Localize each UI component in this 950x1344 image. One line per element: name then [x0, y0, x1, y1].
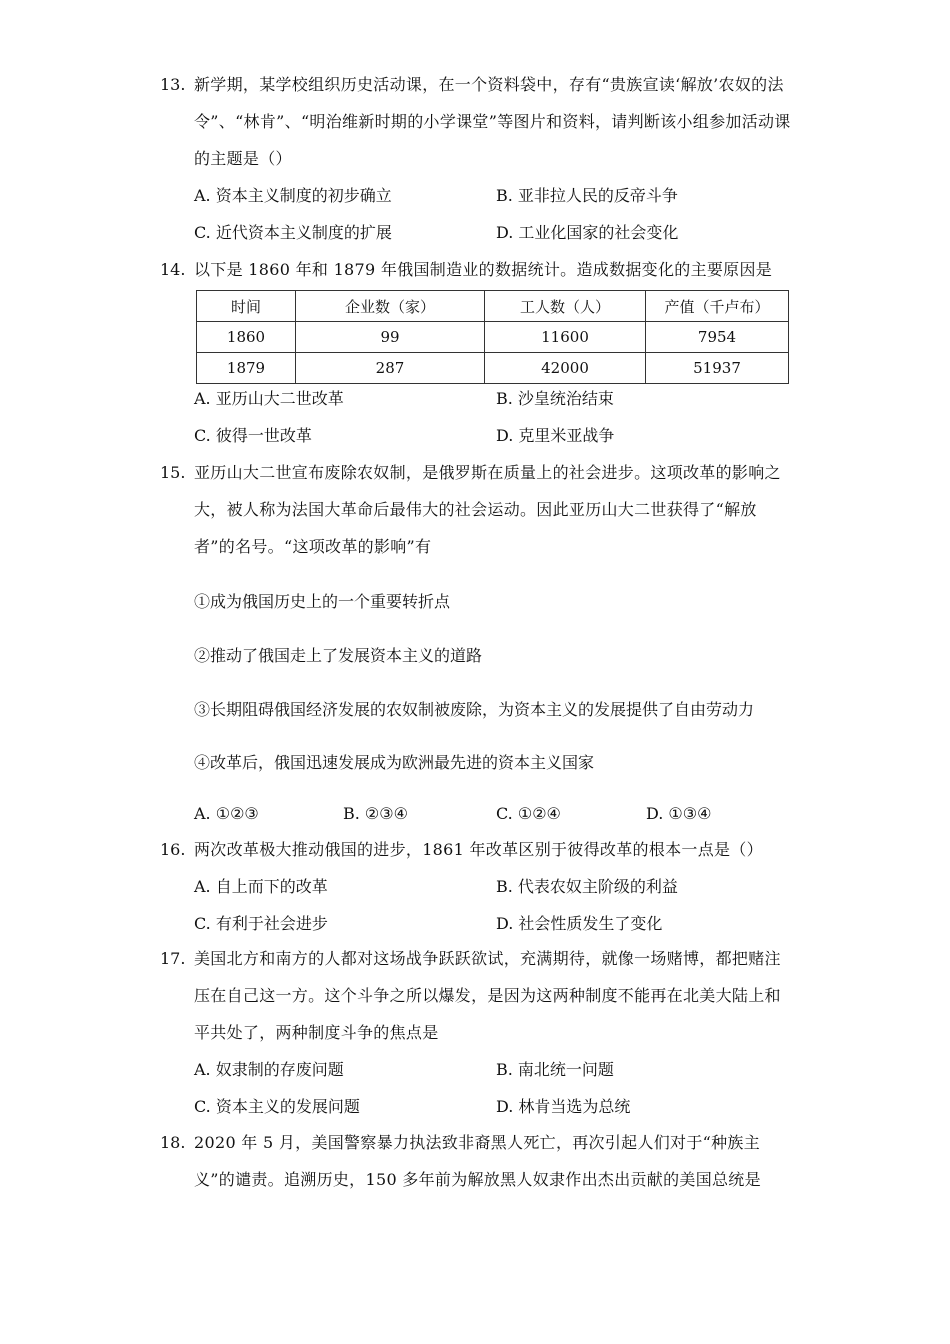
option-c: C. 有利于社会进步 — [194, 914, 328, 933]
option-a: A. 资本主义制度的初步确立 — [194, 186, 392, 205]
statement-4: ④改革后，俄国迅速发展成为欧洲最先进的资本主义国家 — [194, 753, 595, 772]
option-c: C. 彼得一世改革 — [194, 426, 312, 445]
table-row — [197, 322, 789, 353]
question-number: 16. — [160, 840, 186, 859]
statement-2: ②推动了俄国走上了发展资本主义的道路 — [194, 646, 483, 665]
option-d: D. 社会性质发生了变化 — [496, 914, 663, 933]
table-header-cell: 工人数（人） — [485, 291, 646, 322]
table-cell: 42000 — [485, 353, 646, 384]
option-c: C. ①②④ — [496, 804, 561, 823]
table-cell: 1860 — [197, 322, 296, 353]
option-c: C. 资本主义的发展问题 — [194, 1097, 360, 1116]
option-a: A. 自上而下的改革 — [194, 877, 328, 896]
table-header-cell: 时间 — [197, 291, 296, 322]
option-a: A. 奴隶制的存废问题 — [194, 1060, 344, 1079]
option-d: D. 工业化国家的社会变化 — [496, 223, 679, 242]
statement-3: ③长期阻碍俄国经济发展的农奴制被废除，为资本主义的发展提供了自由劳动力 — [194, 700, 755, 719]
option-b: B. 南北统一问题 — [496, 1060, 614, 1079]
table-cell: 7954 — [646, 322, 789, 353]
option-d: D. ①③④ — [646, 804, 712, 823]
table-cell: 287 — [296, 353, 485, 384]
question-stem: 新学期，某学校组织历史活动课，在一个资料袋中，存有“贵族宣读‘解放’农奴的法令”、“林肯”、“明治维新时期的小学课堂”等图片和资料，请判断该小组参加活动课的主题是（） — [194, 75, 791, 168]
question-number: 17. — [160, 949, 186, 968]
question-number: 14. — [160, 260, 186, 279]
table-row — [197, 353, 789, 384]
option-b: B. ②③④ — [343, 804, 408, 823]
option-a: A. ①②③ — [194, 804, 259, 823]
statement-1: ①成为俄国历史上的一个重要转折点 — [194, 592, 451, 611]
data-table — [196, 290, 789, 384]
table-header-cell: 企业数（家） — [296, 291, 485, 322]
table-cell: 51937 — [646, 353, 789, 384]
table-cell: 99 — [296, 322, 485, 353]
option-d: D. 克里米亚战争 — [496, 426, 615, 445]
option-c: C. 近代资本主义制度的扩展 — [194, 223, 392, 242]
question-stem: 美国北方和南方的人都对这场战争跃跃欲试，充满期待，就像一场赌博，都把赌注压在自己这一方。这个斗争之所以爆发，是因为这两种制度不能再在北美大陆上和平共处了，两种制度斗争的焦点是 — [194, 949, 781, 1042]
question-number: 18. — [160, 1133, 186, 1152]
table-cell: 11600 — [485, 322, 646, 353]
question-stem: 2020 年 5 月，美国警察暴力执法致非裔黑人死亡，再次引起人们对于“种族主义”的谴责。追溯历史，150 多年前为解放黑人奴隶作出杰出贡献的美国总统是 — [194, 1133, 761, 1189]
option-b: B. 代表农奴主阶级的利益 — [496, 877, 678, 896]
table-header-row — [197, 291, 789, 322]
option-b: B. 亚非拉人民的反帝斗争 — [496, 186, 678, 205]
option-a: A. 亚历山大二世改革 — [194, 389, 344, 408]
question-number: 15. — [160, 463, 186, 482]
table-header-cell: 产值（千卢布） — [646, 291, 789, 322]
table-cell: 1879 — [197, 353, 296, 384]
question-stem: 两次改革极大推动俄国的进步，1861 年改革区别于彼得改革的根本一点是（） — [194, 840, 763, 859]
question-stem: 亚历山大二世宣布废除农奴制，是俄罗斯在质量上的社会进步。这项改革的影响之大，被人称为法国大革命后最伟大的社会运动。因此亚历山大二世获得了“解放者”的名号。“这项改革的影响”有 — [194, 463, 781, 556]
option-d: D. 林肯当选为总统 — [496, 1097, 631, 1116]
question-stem: 以下是 1860 年和 1879 年俄国制造业的数据统计。造成数据变化的主要原因是 — [194, 260, 773, 279]
question-number: 13. — [160, 75, 186, 94]
option-b: B. 沙皇统治结束 — [496, 389, 614, 408]
